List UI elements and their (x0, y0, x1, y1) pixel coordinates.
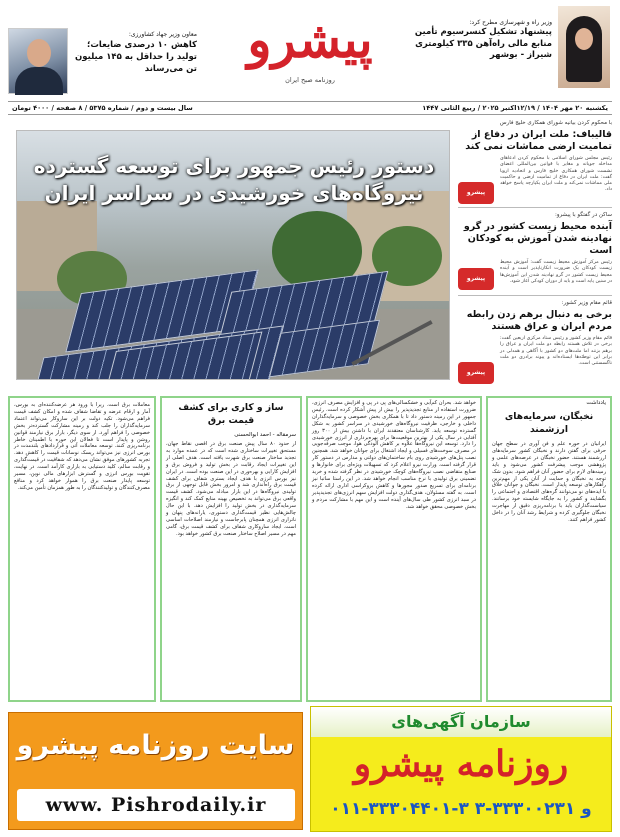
issue-info: سال بیست و دوم / شماره ۵۳۷۵ / ۸ صفحه / ۴۰۰۰ تومان (12, 104, 193, 112)
minister-portrait-photo (558, 6, 610, 88)
masthead-right-teaser[interactable] (402, 18, 552, 62)
news-kicker: با محکوم کردن بیانیه شورای همکاری خلیج فارس (499, 120, 612, 126)
advertising-ad-banner[interactable] (310, 706, 612, 832)
lead-story[interactable] (16, 130, 450, 380)
masthead-left-kicker: معاون وزیر جهاد کشاورزی: (128, 31, 197, 38)
news-item-qalibaf[interactable] (458, 120, 612, 208)
lead-headline: دستور رئیس جمهور برای توسعه گسترده نیروگاه‌های خورشیدی در سراسر ایران (33, 154, 435, 205)
news-thumb-badge: پیشرو (458, 268, 494, 290)
column-note[interactable] (486, 396, 612, 702)
column-body: خواهد شد. بحران کم‌آبی و خشکسالی‌های پی در پی و افزایش مصرف انرژی، ضرورت استفاده از منابع تجدیدپذیر را بیش از پیش آشکار کرده است. رئیس جمهور در این زمینه دستور داد تا با همکاری بخش خصوصی و سرمایه‌گذاران داخلی و خارجی، ظرفیت نیروگاه‌های خورشیدی در سراسر کشور به شکل گسترده توسعه یابد. کارشناسان معتقدند ایران با داشتن بیش از ۳۰۰ روز آفتابی در سال یکی از بهترین موقعیت‌ها برای بهره‌برداری از انرژی خورشیدی را دارد. توسعه این نیروگاه‌ها علاوه بر کاهش آلودگی هوا، موجب صرفه‌جویی در مصرف سوخت‌های فسیلی و ایجاد اشتغال برای جوانان خواهد شد. همچنین نصب پنل‌های خورشیدی روی بام ساختمان‌های دولتی و مدارس در دستور کار قرار گرفته است. وزارت نیرو اعلام کرد که تسهیلات ویژه‌ای برای خانوارها و صنایع متقاضی نصب نیروگاه‌های کوچک خورشیدی در نظر گرفته شده و خرید تضمینی برق تولیدی با نرخ مناسب انجام خواهد شد. در این راستا ساتبا نیز برنامه‌ای برای تسریع صدور مجوزها و کاهش بروکراسی اداری ارائه کرده است. به گفته مسئولان، هدف‌گذاری دولت افزایش سهم انرژی‌های تجدیدپذیر در سبد انرژی کشور طی سال‌های آینده است و این مهم با مشارکت مردم و بخش خصوصی محقق خواهد شد. (312, 400, 477, 510)
official-portrait-photo (8, 28, 68, 94)
article-columns (8, 396, 612, 706)
masthead-left-teaser[interactable] (72, 30, 197, 75)
news-thumb-badge: پیشرو (458, 362, 494, 384)
column-title: نخبگان، سرمایه‌های ارزشمند (504, 411, 594, 435)
column-lead-continuation[interactable] (306, 396, 482, 702)
column-body: معاملات برق است. زیرا با ورود هر عرضه‌کننده‌ای به بورس، آمار و ارقام عرضه و تقاضا شفاف شده و امکان کشف قیمت فراهم می‌شود. تکیه دولت بر این سازوکار می‌تواند اعتماد سرمایه‌گذاران را جلب کند و زمینه مشارکت گسترده‌تر بخش خصوصی را فراهم آورد. از سوی دیگر، بازار برق نیازمند قوانین روشن و پایدار است تا فعالان این حوزه با اطمینان خاطر برنامه‌ریزی کنند. توسعه معاملات آتی و قراردادهای بلندمدت در بورس انرژی نیز می‌تواند ریسک نوسانات قیمت را کاهش دهد. تجربه کشورهای موفق نشان می‌دهد که شفافیت در قیمت‌گذاری و رقابت سالم، کلید دستیابی به بازاری کارآمد است. در نهایت، تقویت بورس انرژی و گسترش ابزارهای مالی نوین، مسیر توسعه پایدار صنعت برق را هموار خواهد کرد و منافع مصرف‌کنندگان و تولیدکنندگان را به طور همزمان تأمین می‌کند. (14, 402, 150, 491)
news-item-iraq[interactable] (458, 300, 612, 388)
column-editorial-continuation[interactable] (8, 396, 156, 702)
column-kicker: یادداشت (586, 400, 606, 406)
website-ad-title: سایت روزنامه پیشرو (16, 730, 295, 761)
logo-text: پیشرو (247, 10, 373, 69)
ad-phone-number[interactable]: ۰۱۱-۳۳۳۰۴۴۰۱-۳ و ۳۳۳۰۰۲۳۱-۳ (330, 799, 592, 819)
ad-paper-name: روزنامه پیشرو (353, 743, 569, 785)
column-body: ایرانیان در حوزه علم و فن آوری در سطح جهان حرفی برای گفتن دارند و نخبگان کشور سرمایه‌های ارزشمند هستند. حضور نخبگان در عرصه‌های علمی و پژوهشی موجب پیشرفت کشور می‌شود و باید زمینه‌های لازم برای حضور آنان فراهم شود. بدون شک توجه به نخبگان و حمایت از آنان یکی از مهم‌ترین راهکارهای توسعه پایدار است. نخبگان و جوانان خلاق با ایده‌های نو می‌توانند گره‌های اقتصادی و اجتماعی را بگشایند و کشور را به جایگاه شایسته خود برسانند. سیاست‌گذاران باید با برنامه‌ریزی دقیق از مهاجرت نخبگان جلوگیری کرده و شرایط رشد آنان را در داخل کشور فراهم کنند. (492, 441, 606, 523)
news-column (458, 120, 612, 390)
masthead-right-kicker: وزیر راه و شهرسازی مطرح کرد: (469, 19, 552, 26)
masthead-right-headline: پیشنهاد تشکیل کنسرسیوم تأمین منابع مالی راه‌آهن ۳۳۵ کیلومتری شیراز - بوشهر (414, 27, 552, 60)
date-bar (8, 101, 612, 115)
issue-date: یکشنبه ۲۰ مهر ۱۴۰۴ / ۱۲/۱۹اکتبر ۲۰۲۵ / ربیع الثانی ۱۴۴۷ (422, 104, 608, 112)
newspaper-logo[interactable] (240, 4, 380, 84)
news-body: رئیس مجلس شورای اسلامی با محکوم کردن ادعاهای مداخله جویانه و مغایر با قوانین بین‌المللی اعضای نشست شورای همکاری خلیج فارس و اتحادیه اروپا گفت: ملت ایران در دفاع از تمامیت ارضی و حاکمیت ملی مماشات نمی‌کند و ملت ایران یکپارچه پاسخ خواهد داد. (500, 156, 612, 193)
news-title: برخی به دنبال برهم زدن رابطه مردم ایران و عراق هستند (466, 309, 612, 332)
website-url-link[interactable]: www. Pishrodaily.ir (45, 794, 267, 816)
column-body: از حدود ۸۰ سال پیش صنعت برق در اقصی نقاط جهان، مستحق تغییرات ساختاری شده است که در عمده موارد به تجدید ساختار صنعت برق شهرت یافته است. هدف اصلی از این تغییرات ایجاد رقابت در بخش تولید و فروش برق و افزایش کارایی و بهره‌وری در این صنعت بوده است. در ایران نیز بورس انرژی با هدف ایجاد بستری شفاف برای کشف قیمت برق راه‌اندازی شد و امروز بخش قابل توجهی از برق تولیدی نیروگاه‌ها در این بازار مبادله می‌شود. کشف قیمت واقعی برق می‌تواند به تخصیص بهینه منابع کمک کند و انگیزه سرمایه‌گذاری در بخش تولید را افزایش دهد. با این حال چالش‌هایی نظیر قیمت‌گذاری دستوری، یارانه‌های پنهان و ناترازی انرژی همچنان پابرجاست و نیازمند اصلاحات اساسی است. ایجاد سازوکاری شفاف برای کشف قیمت برق، گامی مهم در مسیر اصلاح ساختار صنعت برق کشور خواهد بود. (166, 441, 297, 537)
news-body: قائم مقام وزیر کشور و رئیس ستاد مرکزی اربعین گفت: برخی در تلاش هستند رابطه دو ملت ایران و عراق را برهم بزنند اما ملت‌های دو کشور با آگاهی و همدلی در برابر این توطئه‌ها ایستاده‌اند و پیوند برادری دو ملت ناگسستنی است. (500, 336, 612, 367)
news-title: قالیباف: ملت ایران در دفاع از تمامیت ارضی مماشات نمی کند (465, 129, 612, 152)
news-body: رئیس مرکز آموزش محیط زیست گفت: آموزش محیط زیست کودکان یک ضرورت انکارناپذیر است و آینده محیط زیست کشور در گرو نهادینه شدن این آموزش‌ها در سنین پایه است و باید از دوران کودکی آغاز شود. (500, 260, 612, 284)
news-title: آینده محیط زیست کشور در گرو نهادینه شدن آموزش به کودکان است (463, 221, 612, 256)
website-ad-banner[interactable] (8, 712, 303, 830)
masthead-left-headline: کاهش ۱۰ درصدی ضایعات؛ تولید را حداقل به ۱۴۵ میلیون تن می‌رساند (75, 40, 197, 74)
news-kicker: قائم مقام وزیر کشور: (561, 300, 612, 306)
masthead (0, 0, 620, 100)
column-kicker: سرمقاله - احمد ابوالحسنی (234, 432, 296, 438)
column-title: ساز و کاری برای کشف قیمت برق (178, 402, 284, 426)
news-thumb-badge: پیشرو (458, 182, 494, 204)
logo-subtitle: روزنامه صبح ایران (285, 76, 335, 84)
website-ad-url-box (17, 789, 295, 821)
column-editorial[interactable] (160, 396, 302, 702)
ad-org-title: سازمان آگهی‌های (391, 712, 531, 731)
news-item-environment[interactable] (458, 212, 612, 296)
news-kicker: ساکن در گفتگو با پیشرو: (555, 212, 612, 218)
